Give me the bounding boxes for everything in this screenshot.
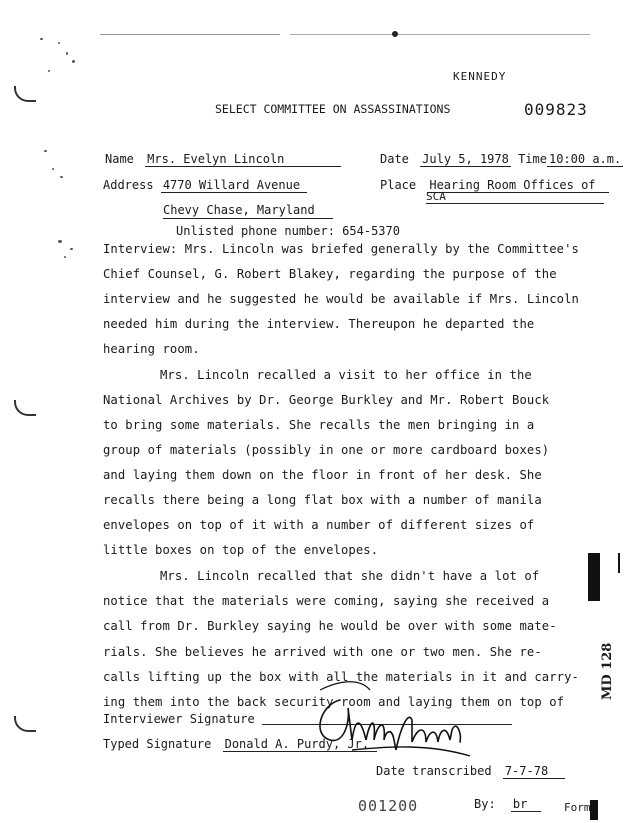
- time-label: Time: [518, 152, 547, 166]
- date-label: Date: [380, 152, 409, 166]
- body-line: to bring some materials. She recalls the men bringing in a: [103, 418, 535, 432]
- body-line: Chief Counsel, G. Robert Blakey, regarding the purpose of the: [103, 267, 557, 281]
- date-transcribed-field: [376, 764, 565, 779]
- name-label: Name: [105, 152, 134, 166]
- margin-stamp: MD 128: [600, 642, 615, 700]
- form-label: Form: [564, 801, 591, 814]
- address-label: Address: [103, 178, 154, 192]
- time-value: 10:00 a.m.: [548, 152, 622, 166]
- body-line: notice that the materials were coming, saying she received a: [103, 594, 550, 608]
- address-line2: Chevy Chase, Maryland: [163, 203, 333, 219]
- address-field: [103, 178, 307, 193]
- bottom-document-number: 001200: [358, 797, 419, 815]
- body-line: calls lifting up the box with all the materials in it and carry-: [103, 670, 579, 684]
- document-number: 009823: [524, 100, 588, 119]
- place-line1: Hearing Room Offices of: [427, 179, 609, 193]
- date-transcribed-label: Date transcribed: [376, 764, 492, 778]
- body-line: interview and he suggested he would be available if Mrs. Lincoln: [103, 292, 579, 306]
- body-line: and laying them down on the floor in front of her desk. She: [103, 468, 542, 482]
- place-label: Place: [380, 178, 417, 192]
- kennedy-label: KENNEDY: [453, 70, 507, 83]
- typed-signature-value: Donald A. Purdy, Jr.: [223, 738, 377, 752]
- body-line: envelopes on top of it with a number of different sizes of: [103, 518, 535, 532]
- body-line: little boxes on top of the envelopes.: [103, 543, 379, 557]
- by-label: By:: [474, 797, 496, 811]
- name-value: Mrs. Evelyn Lincoln: [145, 153, 341, 167]
- name-field: [105, 152, 341, 167]
- body-line: ing them into the back security room and laying them on top of: [103, 695, 565, 709]
- phone-line: Unlisted phone number: 654-5370: [176, 224, 400, 238]
- body-line: Mrs. Lincoln recalled that she didn't have a lot of: [160, 569, 540, 583]
- body-line: National Archives by Dr. George Burkley and Mr. Robert Bouck: [103, 393, 550, 407]
- typed-signature-label: Typed Signature: [103, 737, 212, 751]
- body-line: group of materials (possibly in one or more cardboard boxes): [103, 443, 550, 457]
- body-line: recalls there being a long flat box with a number of manila: [103, 493, 542, 507]
- place-line2: SCA: [426, 190, 604, 204]
- body-line: rials. She believes he arrived with one or two men. She re-: [103, 645, 542, 659]
- by-field: [474, 797, 541, 812]
- date-transcribed-value: 7-7-78: [503, 765, 565, 779]
- body-line: Interview: Mrs. Lincoln was briefed generally by the Committee's: [103, 242, 579, 256]
- body-line: hearing room.: [103, 342, 200, 356]
- body-line: call from Dr. Burkley saying he would be over with some mate-: [103, 619, 557, 633]
- date-field: [380, 152, 623, 167]
- by-value: br: [511, 798, 541, 812]
- date-value: July 5, 1978: [422, 152, 509, 166]
- address-line1: 4770 Willard Avenue: [161, 179, 307, 193]
- body-line: needed him during the interview. Thereupon he departed the: [103, 317, 535, 331]
- interviewer-signature-label: Interviewer Signature: [103, 712, 255, 726]
- body-line: Mrs. Lincoln recalled a visit to her office in the: [160, 368, 532, 382]
- typed-signature-field: [103, 737, 377, 752]
- committee-title: SELECT COMMITTEE ON ASSASSINATIONS: [215, 102, 451, 116]
